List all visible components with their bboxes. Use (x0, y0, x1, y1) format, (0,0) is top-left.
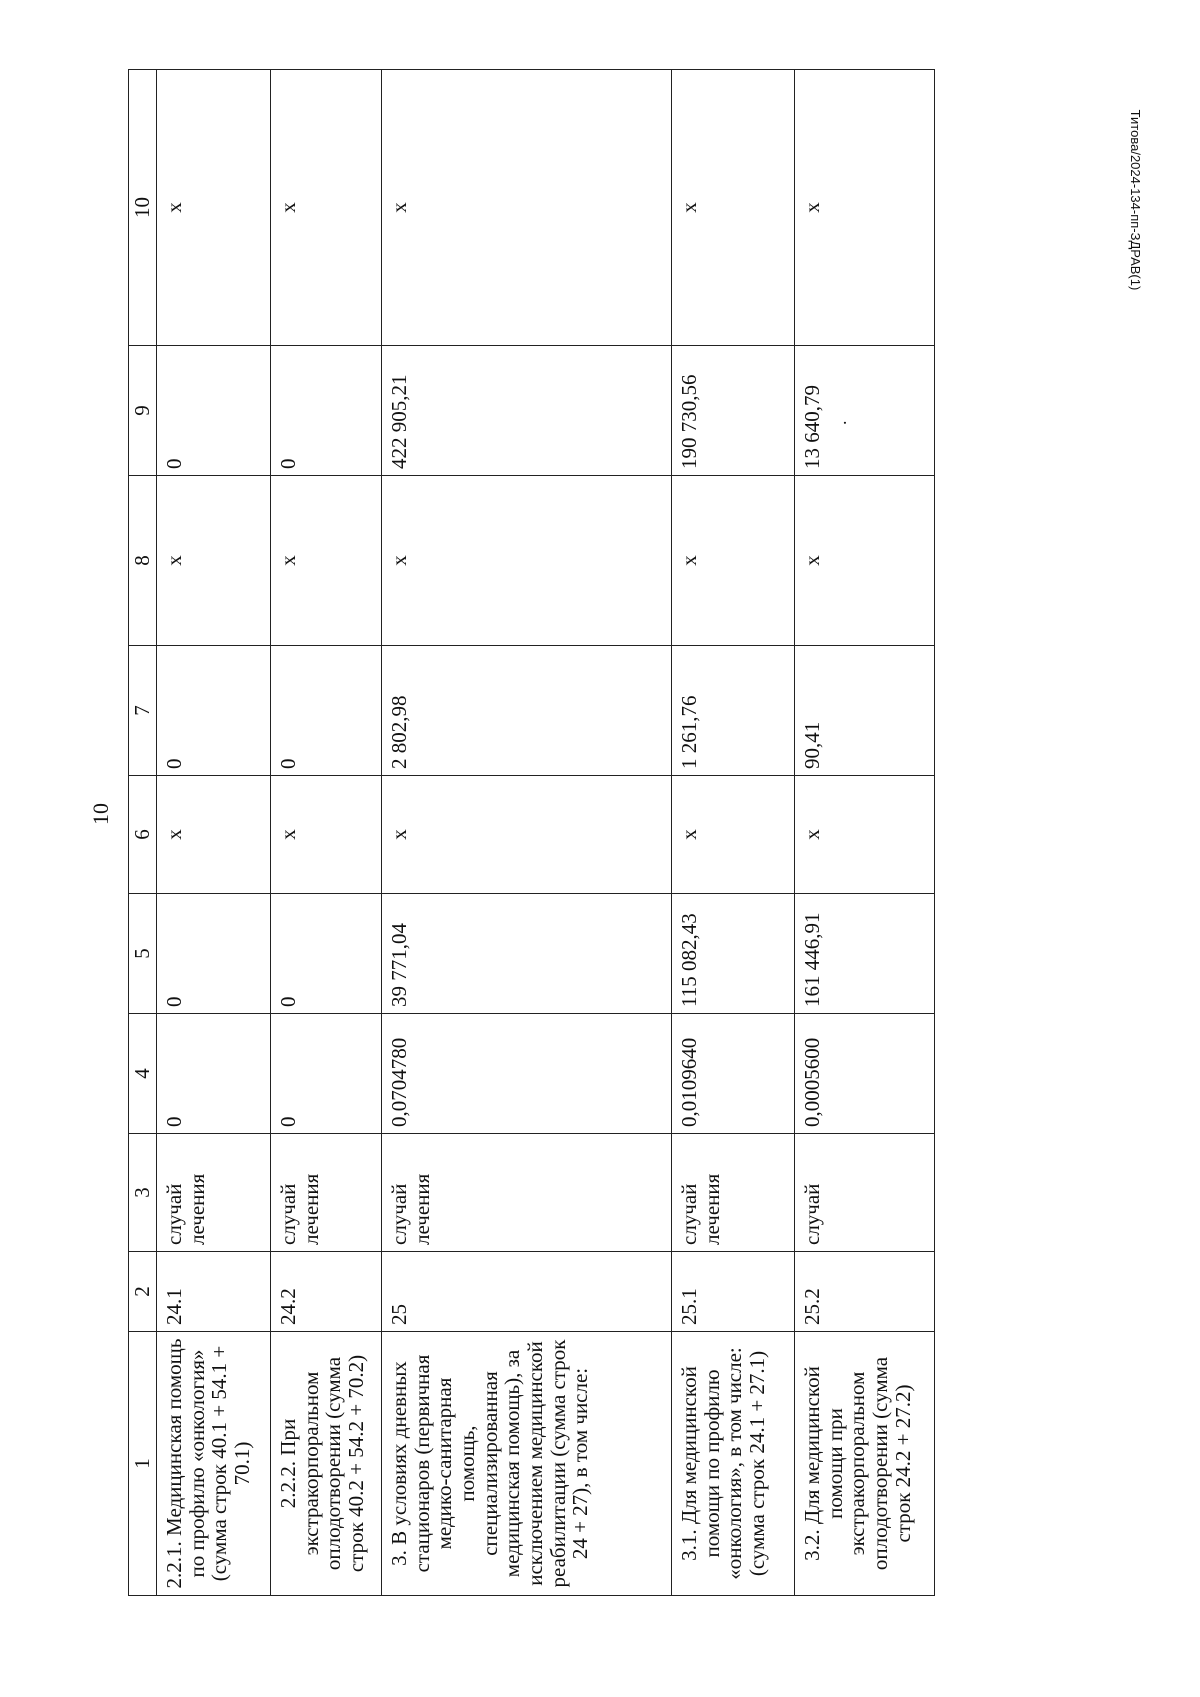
table-row (382, 70, 672, 1596)
row-value-col4: 0,0704780 (382, 1014, 672, 1134)
row-value-col10: х (672, 70, 795, 346)
row-unit: случай лечения (157, 1134, 271, 1252)
row-unit: случай лечения (271, 1134, 382, 1252)
row-line-number: 25 (382, 1252, 672, 1332)
row-value-col8: х (382, 476, 672, 646)
row-value-col4: 0 (157, 1014, 271, 1134)
column-header: 6 (129, 776, 157, 894)
row-value-col9 (795, 346, 935, 476)
row-value-col7: 0 (157, 646, 271, 776)
cell-text: 13 640,79 (800, 385, 824, 469)
row-unit: случай лечения (672, 1134, 795, 1252)
row-value-col5: 0 (157, 894, 271, 1014)
row-value-col7: 1 261,76 (672, 646, 795, 776)
row-description: 2.2.2. При экстракорпоральном оплодотворении (сумма строк 40.2 + 54.2 + 70.2) (271, 1332, 382, 1596)
row-value-col10: х (382, 70, 672, 346)
column-header: 1 (129, 1332, 157, 1596)
row-value-col8: х (271, 476, 382, 646)
row-value-col4: 0,0109640 (672, 1014, 795, 1134)
row-value-col10: х (795, 70, 935, 346)
row-value-col7: 2 802,98 (382, 646, 672, 776)
table-row (795, 70, 935, 1596)
row-value-col4: 0,0005600 (795, 1014, 935, 1134)
row-value-col9: 0 (157, 346, 271, 476)
row-value-col10: х (271, 70, 382, 346)
row-value-col6: х (795, 776, 935, 894)
row-value-col7: 0 (271, 646, 382, 776)
column-header: 3 (129, 1134, 157, 1252)
row-value-col4: 0 (271, 1014, 382, 1134)
row-value-col5: 115 082,43 (672, 894, 795, 1014)
row-description: 3.2. Для медицинской помощи при экстракорпоральном оплодотворении (сумма строк 24.2 + 27.2) (795, 1332, 935, 1596)
row-description: 3.1. Для медицинской помощи по профилю «онкология», в том числе: (сумма строк 24.1 + 27.1) (672, 1332, 795, 1596)
table-row (157, 70, 271, 1596)
row-line-number: 24.1 (157, 1252, 271, 1332)
row-unit: случай лечения (382, 1134, 672, 1252)
column-header: 8 (129, 476, 157, 646)
row-unit: случай (795, 1134, 935, 1252)
row-line-number: 25.1 (672, 1252, 795, 1332)
document-id: Титова/2024-134-пп-ЗДРАВ(1) (1128, 109, 1143, 291)
row-description: 2.2.1. Медицинская помощь по профилю «онкология» (сумма строк 40.1 + 54.1 + 70.1) (157, 1332, 271, 1596)
row-value-col6: х (672, 776, 795, 894)
table-row (271, 70, 382, 1596)
column-header: 2 (129, 1252, 157, 1332)
row-value-col8: х (157, 476, 271, 646)
page-number: 10 (88, 803, 113, 825)
row-value-col5: 161 446,91 (795, 894, 935, 1014)
column-header: 10 (129, 70, 157, 346)
column-header: 4 (129, 1014, 157, 1134)
table-row (672, 70, 795, 1596)
row-line-number: 25.2 (795, 1252, 935, 1332)
stray-mark: . (830, 420, 850, 425)
row-description: 3. В условиях дневных стационаров (первичная медико-санитарная помощь, специализированная медицинская помощь), за исключением медицинской реабилитации (сумма строк 24 + 27), в том числе: (382, 1332, 672, 1596)
row-value-col6: х (157, 776, 271, 894)
row-value-col5: 0 (271, 894, 382, 1014)
column-header: 9 (129, 346, 157, 476)
row-value-col9: 422 905,21 (382, 346, 672, 476)
table-header-row (129, 70, 157, 1596)
column-header: 5 (129, 894, 157, 1014)
row-value-col6: х (271, 776, 382, 894)
row-value-col8: х (795, 476, 935, 646)
row-value-col9: 0 (271, 346, 382, 476)
data-table (128, 69, 935, 1596)
row-value-col10: х (157, 70, 271, 346)
row-line-number: 24.2 (271, 1252, 382, 1332)
row-value-col5: 39 771,04 (382, 894, 672, 1014)
column-header: 7 (129, 646, 157, 776)
row-value-col7: 90,41 (795, 646, 935, 776)
row-value-col6: х (382, 776, 672, 894)
table-wrapper (128, 70, 934, 1596)
row-value-col8: х (672, 476, 795, 646)
row-value-col9: 190 730,56 (672, 346, 795, 476)
